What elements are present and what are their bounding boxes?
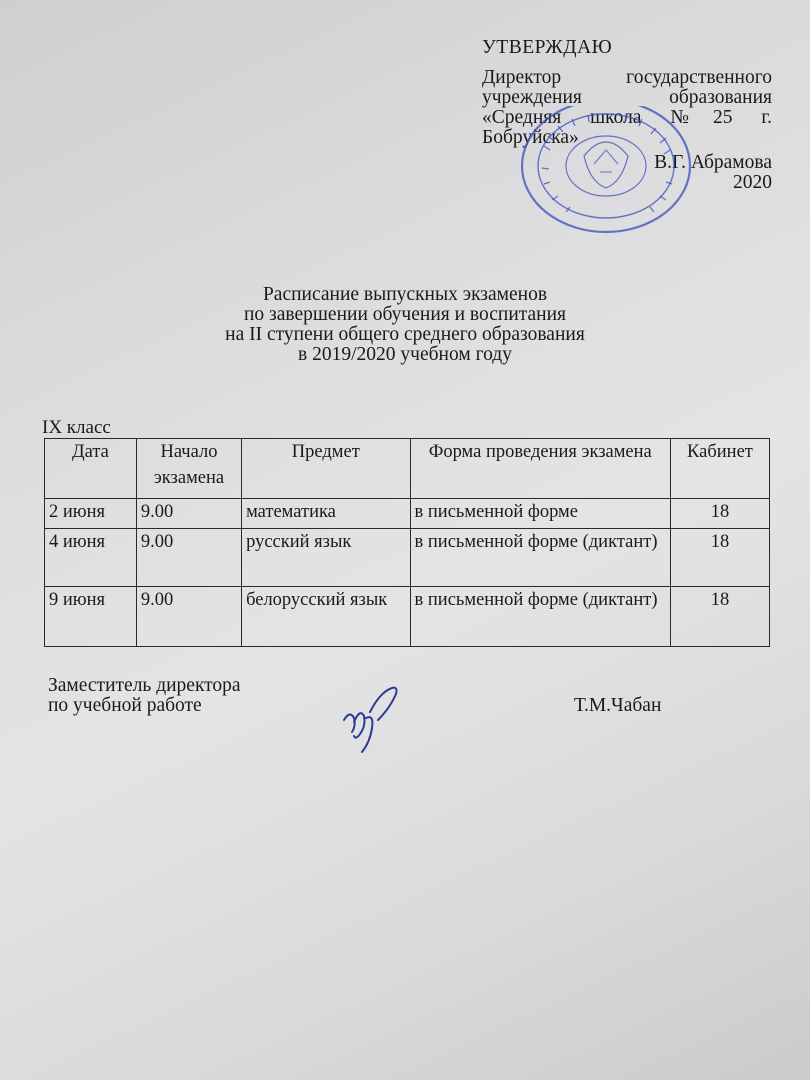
table-row bbox=[45, 587, 770, 647]
header-room: Кабинет bbox=[670, 439, 769, 499]
cell-form: в письменной форме (диктант) bbox=[410, 529, 670, 587]
cell-room: 18 bbox=[670, 499, 769, 529]
approval-line: Бобруйска» bbox=[482, 127, 579, 148]
cell-start: 9.00 bbox=[136, 587, 241, 647]
cell-start: 9.00 bbox=[136, 499, 241, 529]
deputy-name: Т.М.Чабан bbox=[574, 695, 662, 716]
approval-title: УТВЕРЖДАЮ bbox=[482, 37, 613, 58]
document-heading bbox=[140, 285, 670, 365]
cell-subject: русский язык bbox=[242, 529, 410, 587]
table-row bbox=[45, 529, 770, 587]
table-row bbox=[45, 499, 770, 529]
approval-line: Директор государственного bbox=[482, 67, 772, 88]
official-stamp-icon bbox=[514, 106, 694, 241]
cell-subject: математика bbox=[242, 499, 410, 529]
cell-date: 4 июня bbox=[45, 529, 137, 587]
heading-line: в 2019/2020 учебном году bbox=[298, 344, 512, 365]
deputy-position bbox=[48, 676, 241, 716]
approval-line: «Средняя школа №25 г. bbox=[482, 107, 772, 128]
deputy-position-line: по учебной работе bbox=[48, 695, 202, 716]
cell-form: в письменной форме bbox=[410, 499, 670, 529]
table-header-row bbox=[45, 439, 770, 499]
cell-room: 18 bbox=[670, 529, 769, 587]
header-start: Начало экзамена bbox=[136, 439, 241, 499]
cell-form: в письменной форме (диктант) bbox=[410, 587, 670, 647]
heading-line: на II ступени общего среднего образования bbox=[225, 324, 585, 345]
cell-start: 9.00 bbox=[136, 529, 241, 587]
header-subject: Предмет bbox=[242, 439, 410, 499]
approval-signer: В.Г. Абрамова bbox=[654, 152, 772, 173]
heading-line: по завершении обучения и воспитания bbox=[243, 304, 567, 325]
cell-room: 18 bbox=[670, 587, 769, 647]
grade-label: IX класс bbox=[42, 417, 111, 438]
header-form: Форма проведения экзамена bbox=[410, 439, 670, 499]
cell-subject: белорусский язык bbox=[242, 587, 410, 647]
approval-line: учреждения образования bbox=[482, 87, 772, 108]
cell-date: 9 июня bbox=[45, 587, 137, 647]
exam-schedule-table bbox=[44, 438, 770, 647]
cell-date: 2 июня bbox=[45, 499, 137, 529]
header-date: Дата bbox=[45, 439, 137, 499]
heading-line: Расписание выпускных экзаменов bbox=[262, 284, 548, 305]
deputy-position-line: Заместитель директора bbox=[48, 675, 241, 696]
approval-year: 2020 bbox=[733, 172, 772, 193]
handwritten-signature-icon bbox=[334, 682, 414, 762]
